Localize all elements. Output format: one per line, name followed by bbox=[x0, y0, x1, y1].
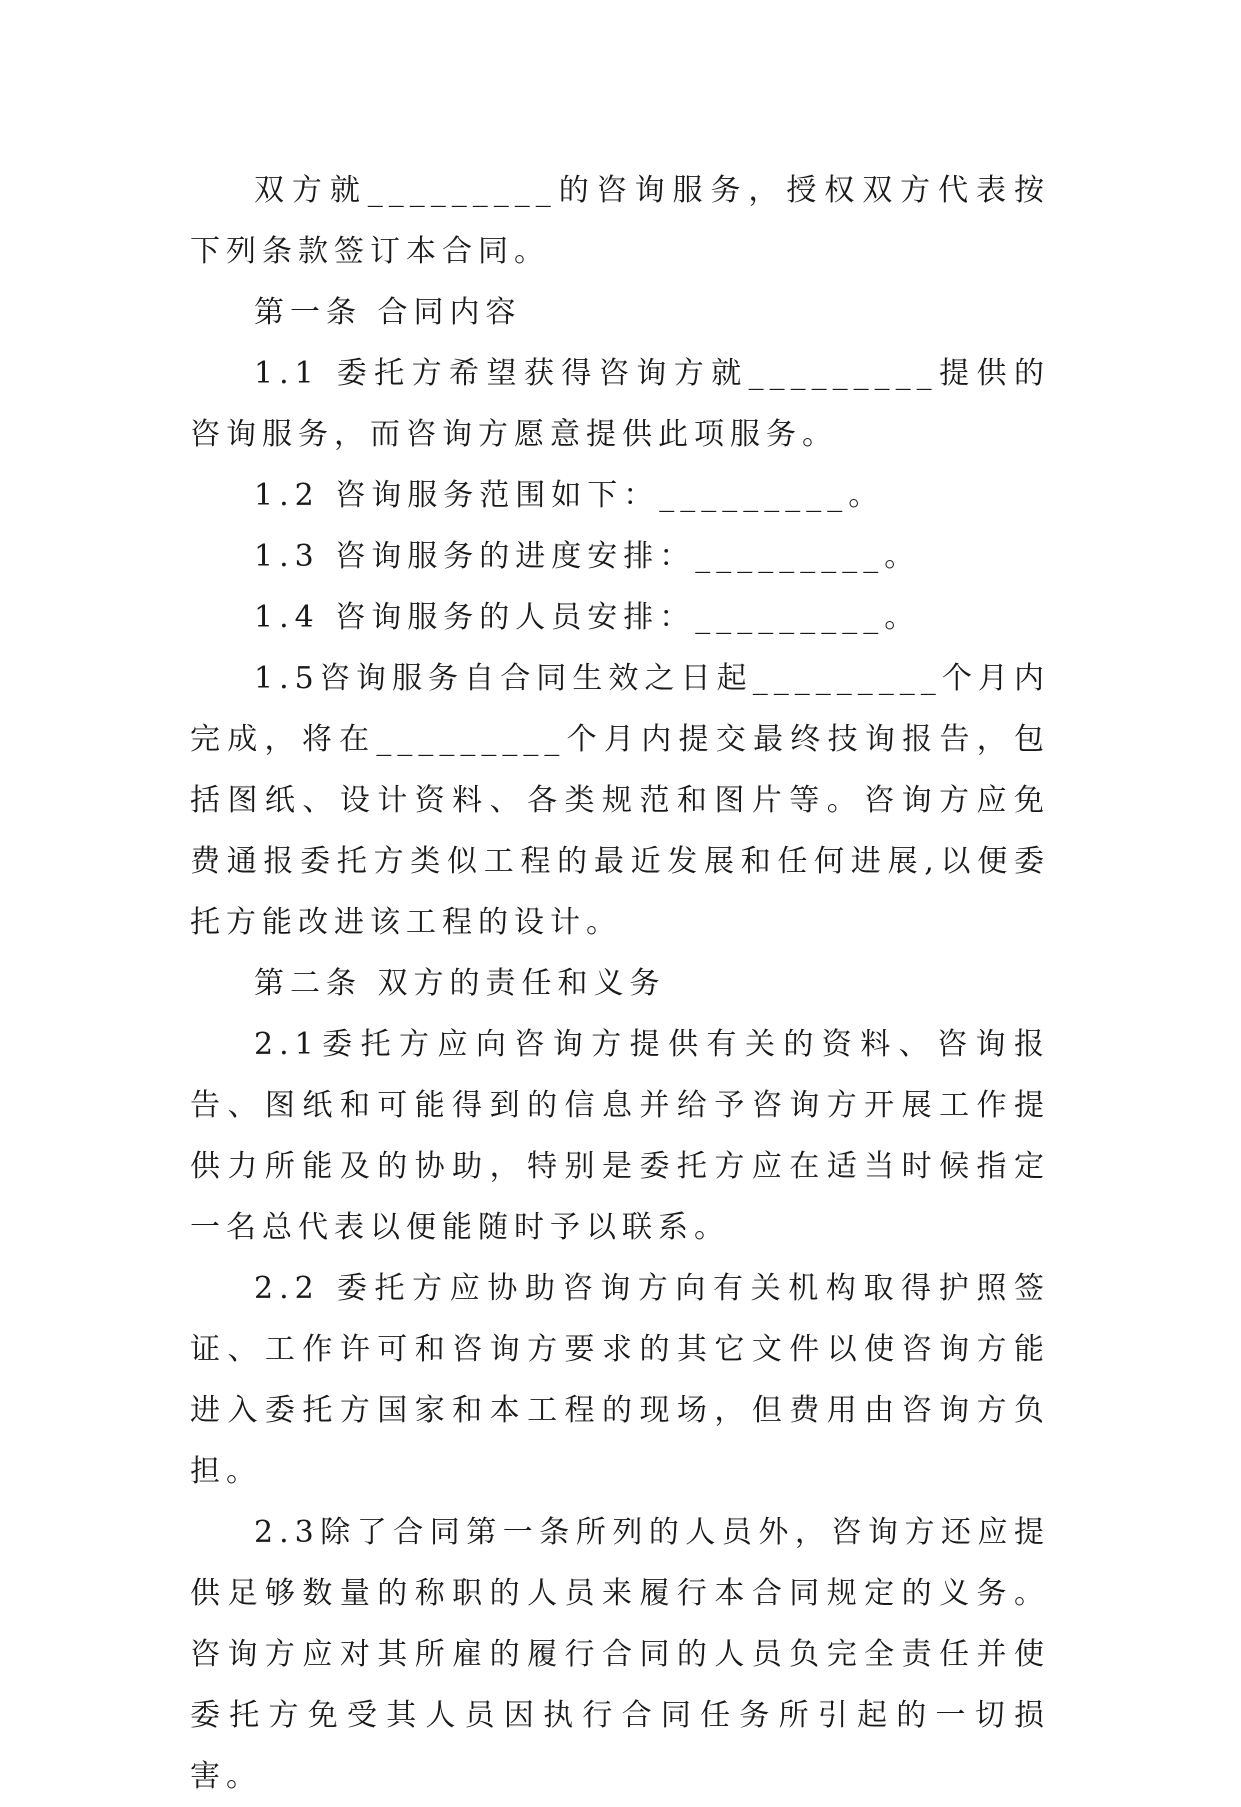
paragraph-intro: 双方就_________的咨询服务，授权双方代表按下列条款签订本合同。 bbox=[190, 173, 1050, 269]
clause-1-5: 1.5咨询服务自合同生效之日起_________个月内完成，将在_________个月内提交最终技询报告，包括图纸、设计资料、各类规范和图片等。咨询方应免费通报委托方类似工程的最近发展和任何进展,以便委托方能改进该工程的设计。 bbox=[190, 661, 1050, 940]
article-1-heading: 第一条 合同内容 bbox=[254, 295, 522, 330]
clause-1-3: 1.3 咨询服务的进度安排：_________。 bbox=[254, 539, 921, 574]
document-page bbox=[190, 160, 1050, 1807]
clause-1-4: 1.4 咨询服务的人员安排：_________。 bbox=[254, 600, 921, 635]
clause-1-2: 1.2 咨询服务范围如下：_________。 bbox=[254, 478, 885, 513]
clause-2-1: 2.1委托方应向咨询方提供有关的资料、咨询报告、图纸和可能得到的信息并给予咨询方开展工作提供力所能及的协助，特别是委托方应在适当时候指定一名总代表以便能随时予以联系。 bbox=[190, 1027, 1050, 1245]
clause-1-1: 1.1 委托方希望获得咨询方就_________提供的咨询服务，而咨询方愿意提供此项服务。 bbox=[190, 356, 1050, 452]
clause-2-2: 2.2 委托方应协助咨询方向有关机构取得护照签证、工作许可和咨询方要求的其它文件以使咨询方能进入委托方国家和本工程的现场，但费用由咨询方负担。 bbox=[190, 1271, 1050, 1489]
clause-2-3: 2.3除了合同第一条所列的人员外，咨询方还应提供足够数量的称职的人员来履行本合同规定的义务。咨询方应对其所雇的履行合同的人员负完全责任并使委托方免受其人员因执行合同任务所引起的一切损害。 bbox=[190, 1515, 1050, 1794]
article-2-heading: 第二条 双方的责任和义务 bbox=[254, 966, 666, 1001]
